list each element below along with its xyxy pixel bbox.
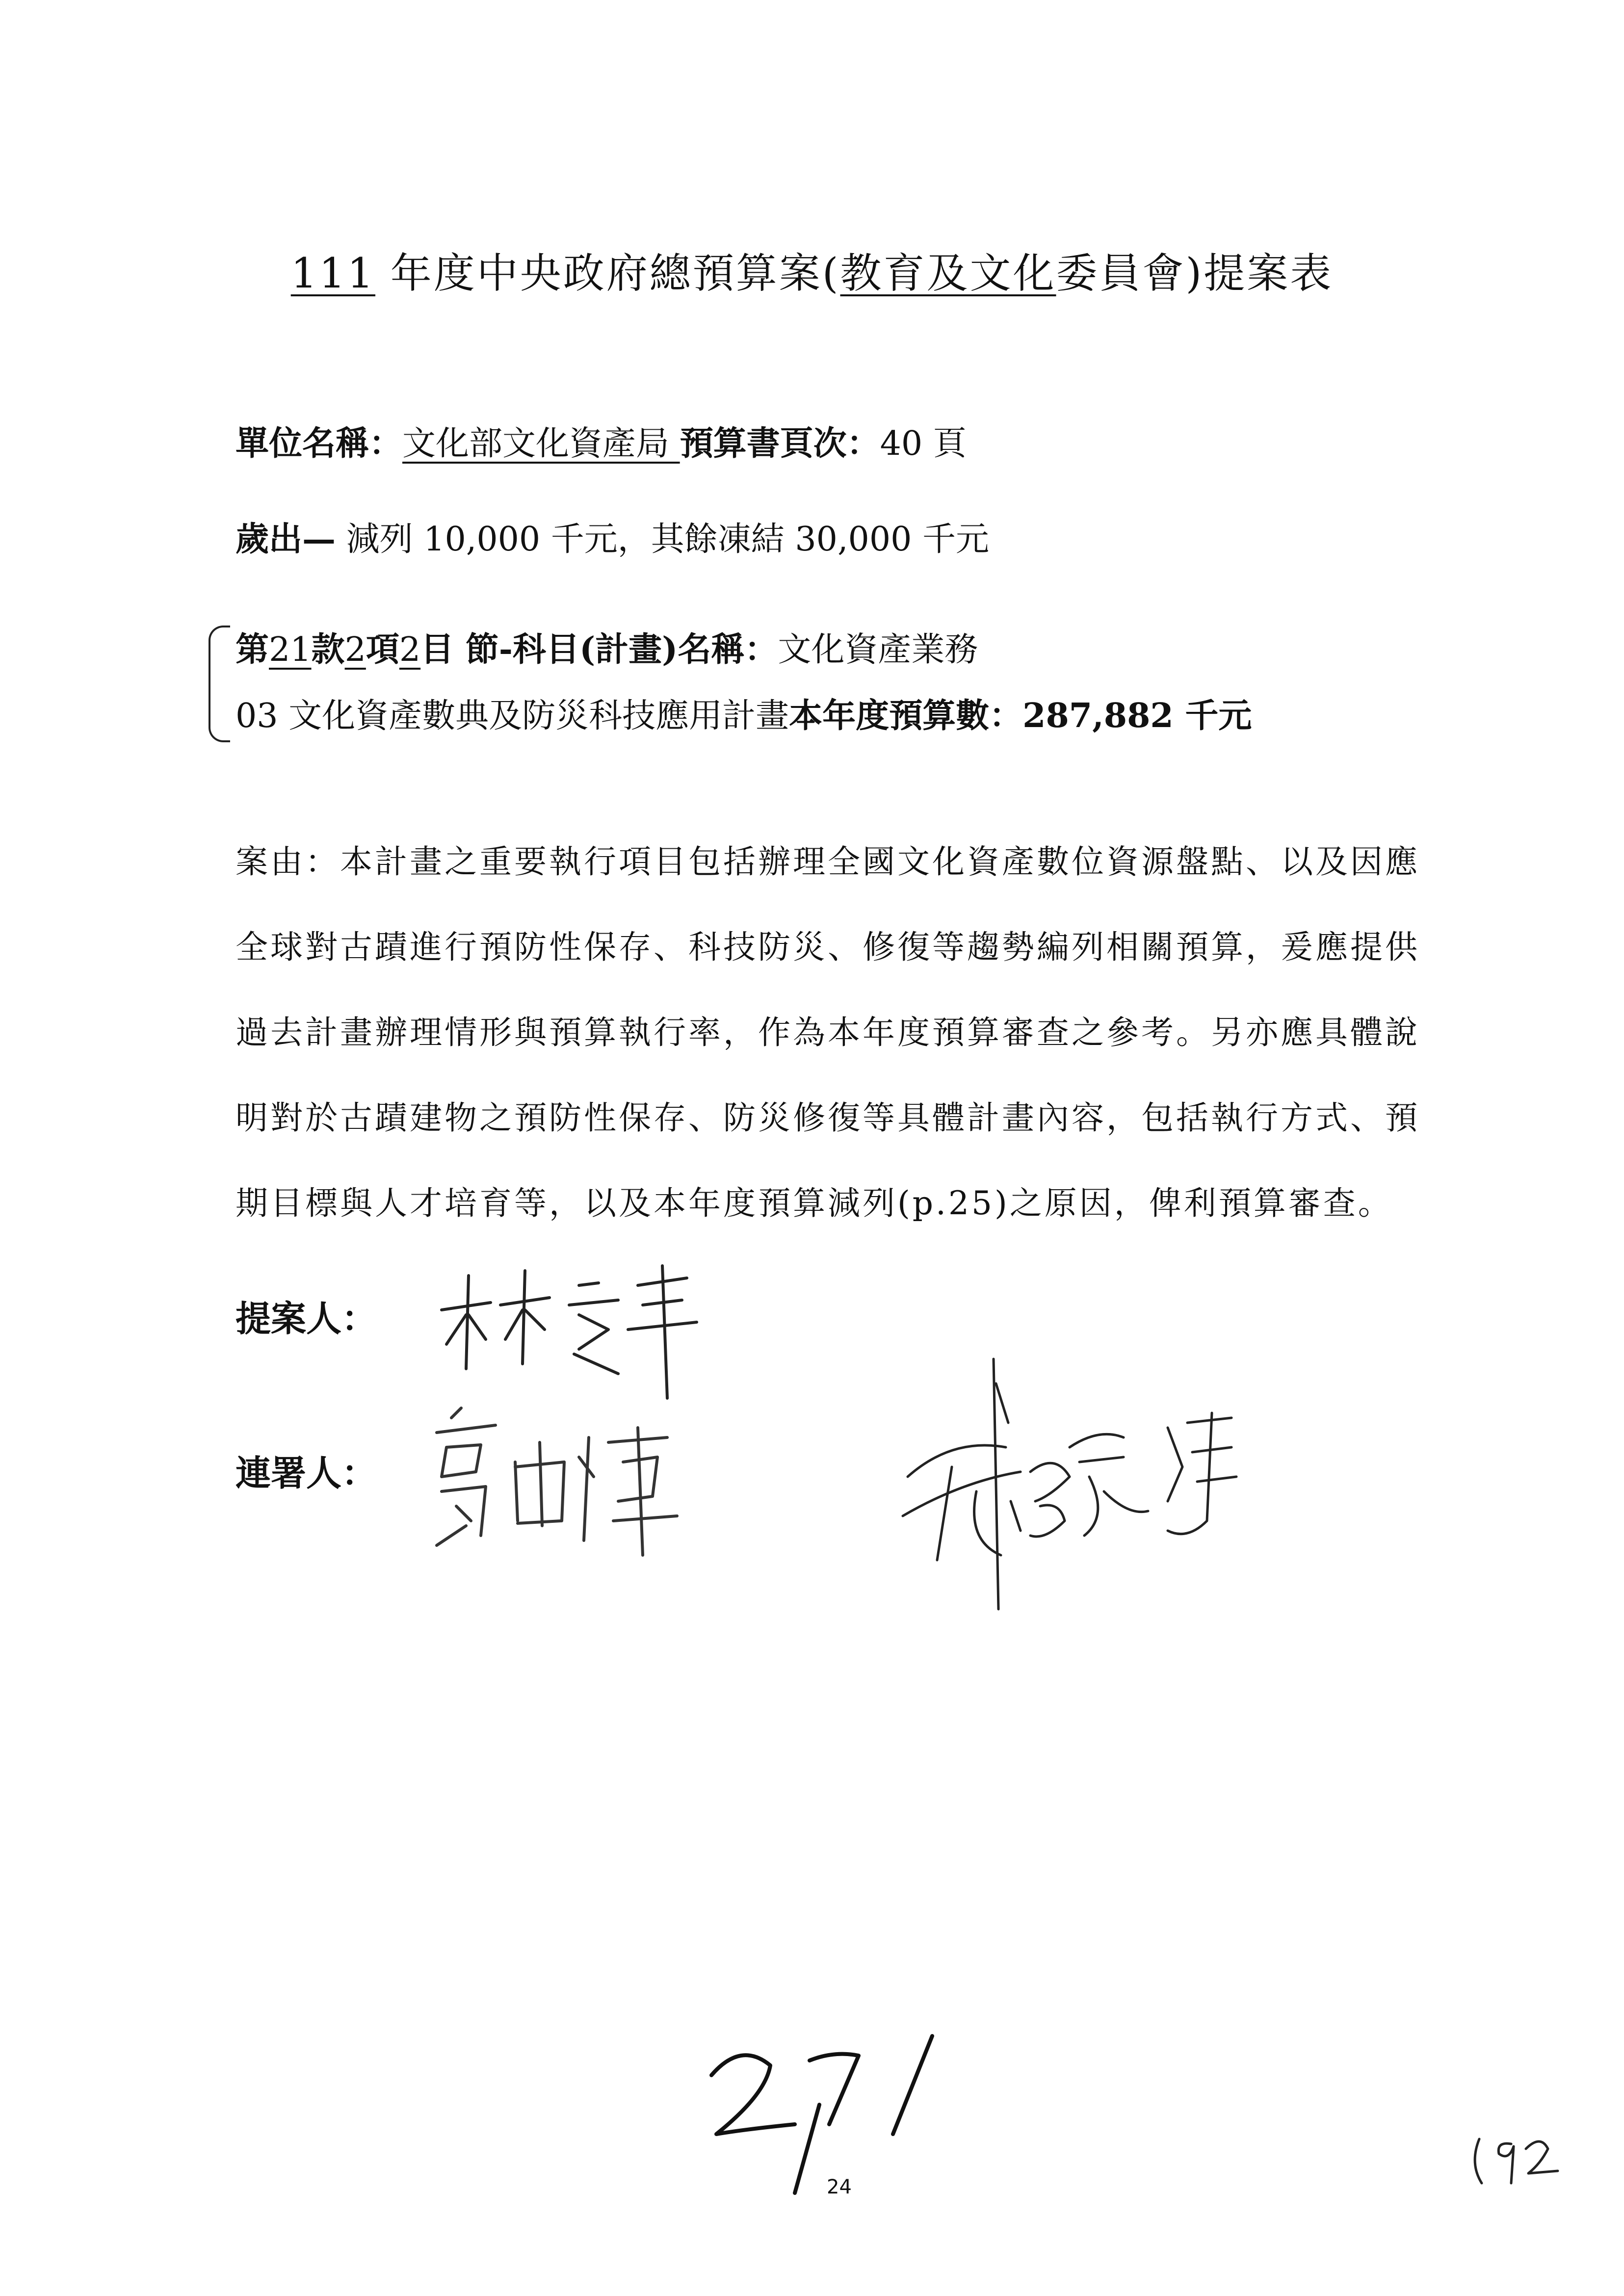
budget-amount-label: 本年度預算數： [789, 696, 1023, 735]
reason-paragraph: 案由：本計畫之重要執行項目包括辦理全國文化資產數位資源盤點、以及因應全球對古蹟進行預防性保存、科技防災、修復等趨勢編列相關預算，爰應提供過去計畫辦理情形與預算執行率，作為本年度預算審查之參考。另亦應具體說明對於古蹟建物之預防性保存、防災修復等具體計畫內容，包括執行方式、預期目標與人才培育等，以及本年度預算減列(p.25)之原因，俾利預算審查。 [236, 843, 1420, 1222]
budget-subject: 文化資產業務 [778, 630, 978, 669]
title-committee: 教育及文化 [840, 249, 1056, 297]
expenditure-row [236, 513, 989, 560]
budget-amount: 287,882 千元 [1022, 696, 1252, 735]
budget-plan-name: 03 文化資產數典及防災科技應用計畫 [236, 697, 789, 735]
proposer-label: 提案人： [236, 1298, 377, 1339]
expenditure-text: 減列 10,000 千元，其餘凍結 30,000 千元 [336, 520, 989, 559]
budget-xiang-label: 項 [366, 630, 399, 669]
budget-item-prefix: 第 [236, 630, 269, 669]
unit-name: 文化部文化資產局 [402, 424, 680, 463]
budget-mu-label: 目 節-科目(計畫)名稱： [420, 630, 778, 669]
printed-page-number: 24 [827, 2176, 852, 2198]
budget-item-line-1 [236, 623, 978, 671]
proposer-signature [432, 1256, 707, 1403]
budget-kuan-label: 款 [311, 630, 345, 669]
cosigner-label: 連署人： [236, 1452, 377, 1494]
budget-item-bracket [209, 626, 230, 742]
title-middle: 年度中央政府總預算案( [375, 249, 840, 297]
unit-label: 單位名稱： [236, 424, 403, 463]
budget-mu: 2 [399, 630, 421, 669]
expenditure-label: 歲出— [236, 520, 336, 559]
title-year: 111 [290, 249, 376, 297]
page-title [0, 240, 1624, 300]
cosigner-signature-2 [893, 1354, 1266, 1629]
handwritten-sheet-number [1467, 2124, 1565, 2193]
unit-row [236, 417, 967, 465]
handwritten-page-number [697, 2031, 952, 2198]
cosigner-signature-1 [422, 1398, 697, 1560]
budget-item-line-2 [236, 689, 1252, 737]
budget-kuan: 21 [269, 630, 312, 669]
budget-page-label: 預算書頁次： [680, 424, 880, 463]
title-end: 委員會)提案表 [1056, 249, 1334, 297]
budget-xiang: 2 [344, 630, 366, 669]
budget-page-value: 40 頁 [880, 424, 967, 463]
